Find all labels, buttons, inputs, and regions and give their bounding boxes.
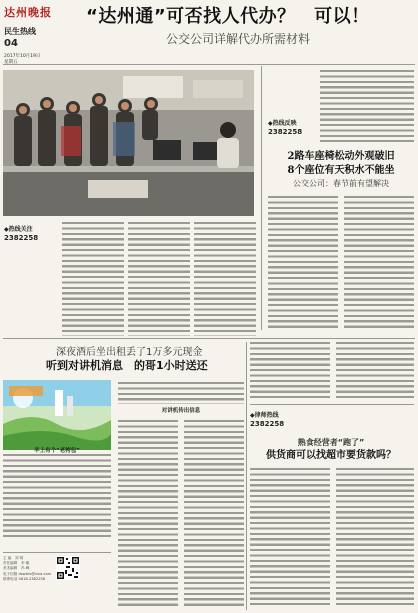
footer-line-5: 联系电话 0818-2382258 bbox=[3, 576, 45, 581]
story2-number: 2382258 bbox=[268, 128, 303, 136]
lead-text-col-2 bbox=[128, 222, 190, 336]
headline bbox=[86, 2, 414, 46]
mid-text-col-1 bbox=[3, 454, 111, 540]
page-number: 04 bbox=[4, 38, 18, 49]
story2-text-top bbox=[320, 70, 414, 142]
story3-rule bbox=[250, 404, 414, 405]
story2-title-line3: 公交公司：春节前有望解决 bbox=[293, 179, 389, 188]
footer-line-2: 责任编辑 李 娜 bbox=[3, 561, 30, 566]
headline-main: “达州通”可否找人代办？ 可以！ bbox=[86, 6, 370, 27]
mid-text-top bbox=[118, 382, 244, 404]
column-divider bbox=[261, 66, 262, 330]
column-divider-lower bbox=[246, 342, 247, 610]
story2-text-col-1 bbox=[268, 196, 338, 330]
mid-subhead-1: 对讲机传出信息 bbox=[161, 408, 201, 414]
hotline-number: 2382258 bbox=[4, 234, 39, 242]
story3-text-col-2 bbox=[336, 468, 414, 608]
story2-text-col-2 bbox=[344, 196, 414, 330]
story3-label: ◆律师热线 bbox=[250, 412, 279, 419]
column-label: ◆热线关注 bbox=[4, 226, 33, 233]
lead-text-col-1 bbox=[62, 222, 124, 336]
city-illustration bbox=[3, 380, 111, 450]
masthead bbox=[4, 4, 60, 65]
left-column-header bbox=[4, 224, 60, 242]
story2-continued-col-1 bbox=[250, 342, 330, 400]
footer-line-1: 主 编 刘 明 bbox=[3, 556, 24, 560]
story3-header bbox=[250, 410, 330, 428]
qr-code-icon bbox=[56, 556, 80, 580]
mid-subhead-block bbox=[118, 382, 244, 414]
mid-text-col-2 bbox=[118, 420, 178, 606]
mid-story-subtitle: 深夜酒后坐出租丢了1万多元现金 bbox=[56, 347, 203, 358]
section-name: 民生热线 bbox=[4, 27, 36, 36]
lead-photo bbox=[3, 70, 254, 216]
story2-title-line1: 2路车座椅松动外观破旧 bbox=[287, 151, 395, 162]
paper-name: 达州晚报 bbox=[4, 6, 52, 19]
story2-label: ◆热线反映 bbox=[268, 120, 297, 127]
lead-text-col-3 bbox=[194, 222, 256, 336]
footer-line-3: 美术编辑 冯 峰 bbox=[3, 566, 30, 571]
mid-photo bbox=[3, 380, 111, 450]
story2-continued-col-2 bbox=[336, 342, 414, 400]
middle-rule bbox=[3, 338, 415, 339]
headline-sub: 公交公司详解代办所需材料 bbox=[166, 32, 311, 46]
mid-subhead-2: 半上有个“老挎包” bbox=[34, 448, 80, 454]
story3-title-line1: 熟食经营者“跑了” bbox=[297, 438, 365, 447]
weekday-line: 星期五 bbox=[4, 60, 18, 65]
footer-rule bbox=[3, 552, 111, 553]
story2-title-line2: 8个座位有天积水不能坐 bbox=[287, 165, 395, 176]
mid-story-title: 听到对讲机消息 的哥1小时送还 bbox=[46, 359, 208, 372]
date-line: 2017年10月19日 bbox=[4, 54, 41, 59]
service-hall-illustration bbox=[3, 70, 254, 216]
footer-line-4: 电子信箱 dzwbrx@sina.com bbox=[3, 571, 52, 576]
story3-title bbox=[248, 437, 414, 463]
story3-number: 2382258 bbox=[250, 420, 285, 428]
story2-title bbox=[268, 150, 414, 190]
story3-text-col-1 bbox=[250, 468, 330, 608]
top-rule bbox=[3, 64, 415, 65]
mid-text-col-3 bbox=[184, 420, 244, 606]
story3-title-line2: 供货商可以找超市要货款吗？ bbox=[266, 450, 396, 461]
